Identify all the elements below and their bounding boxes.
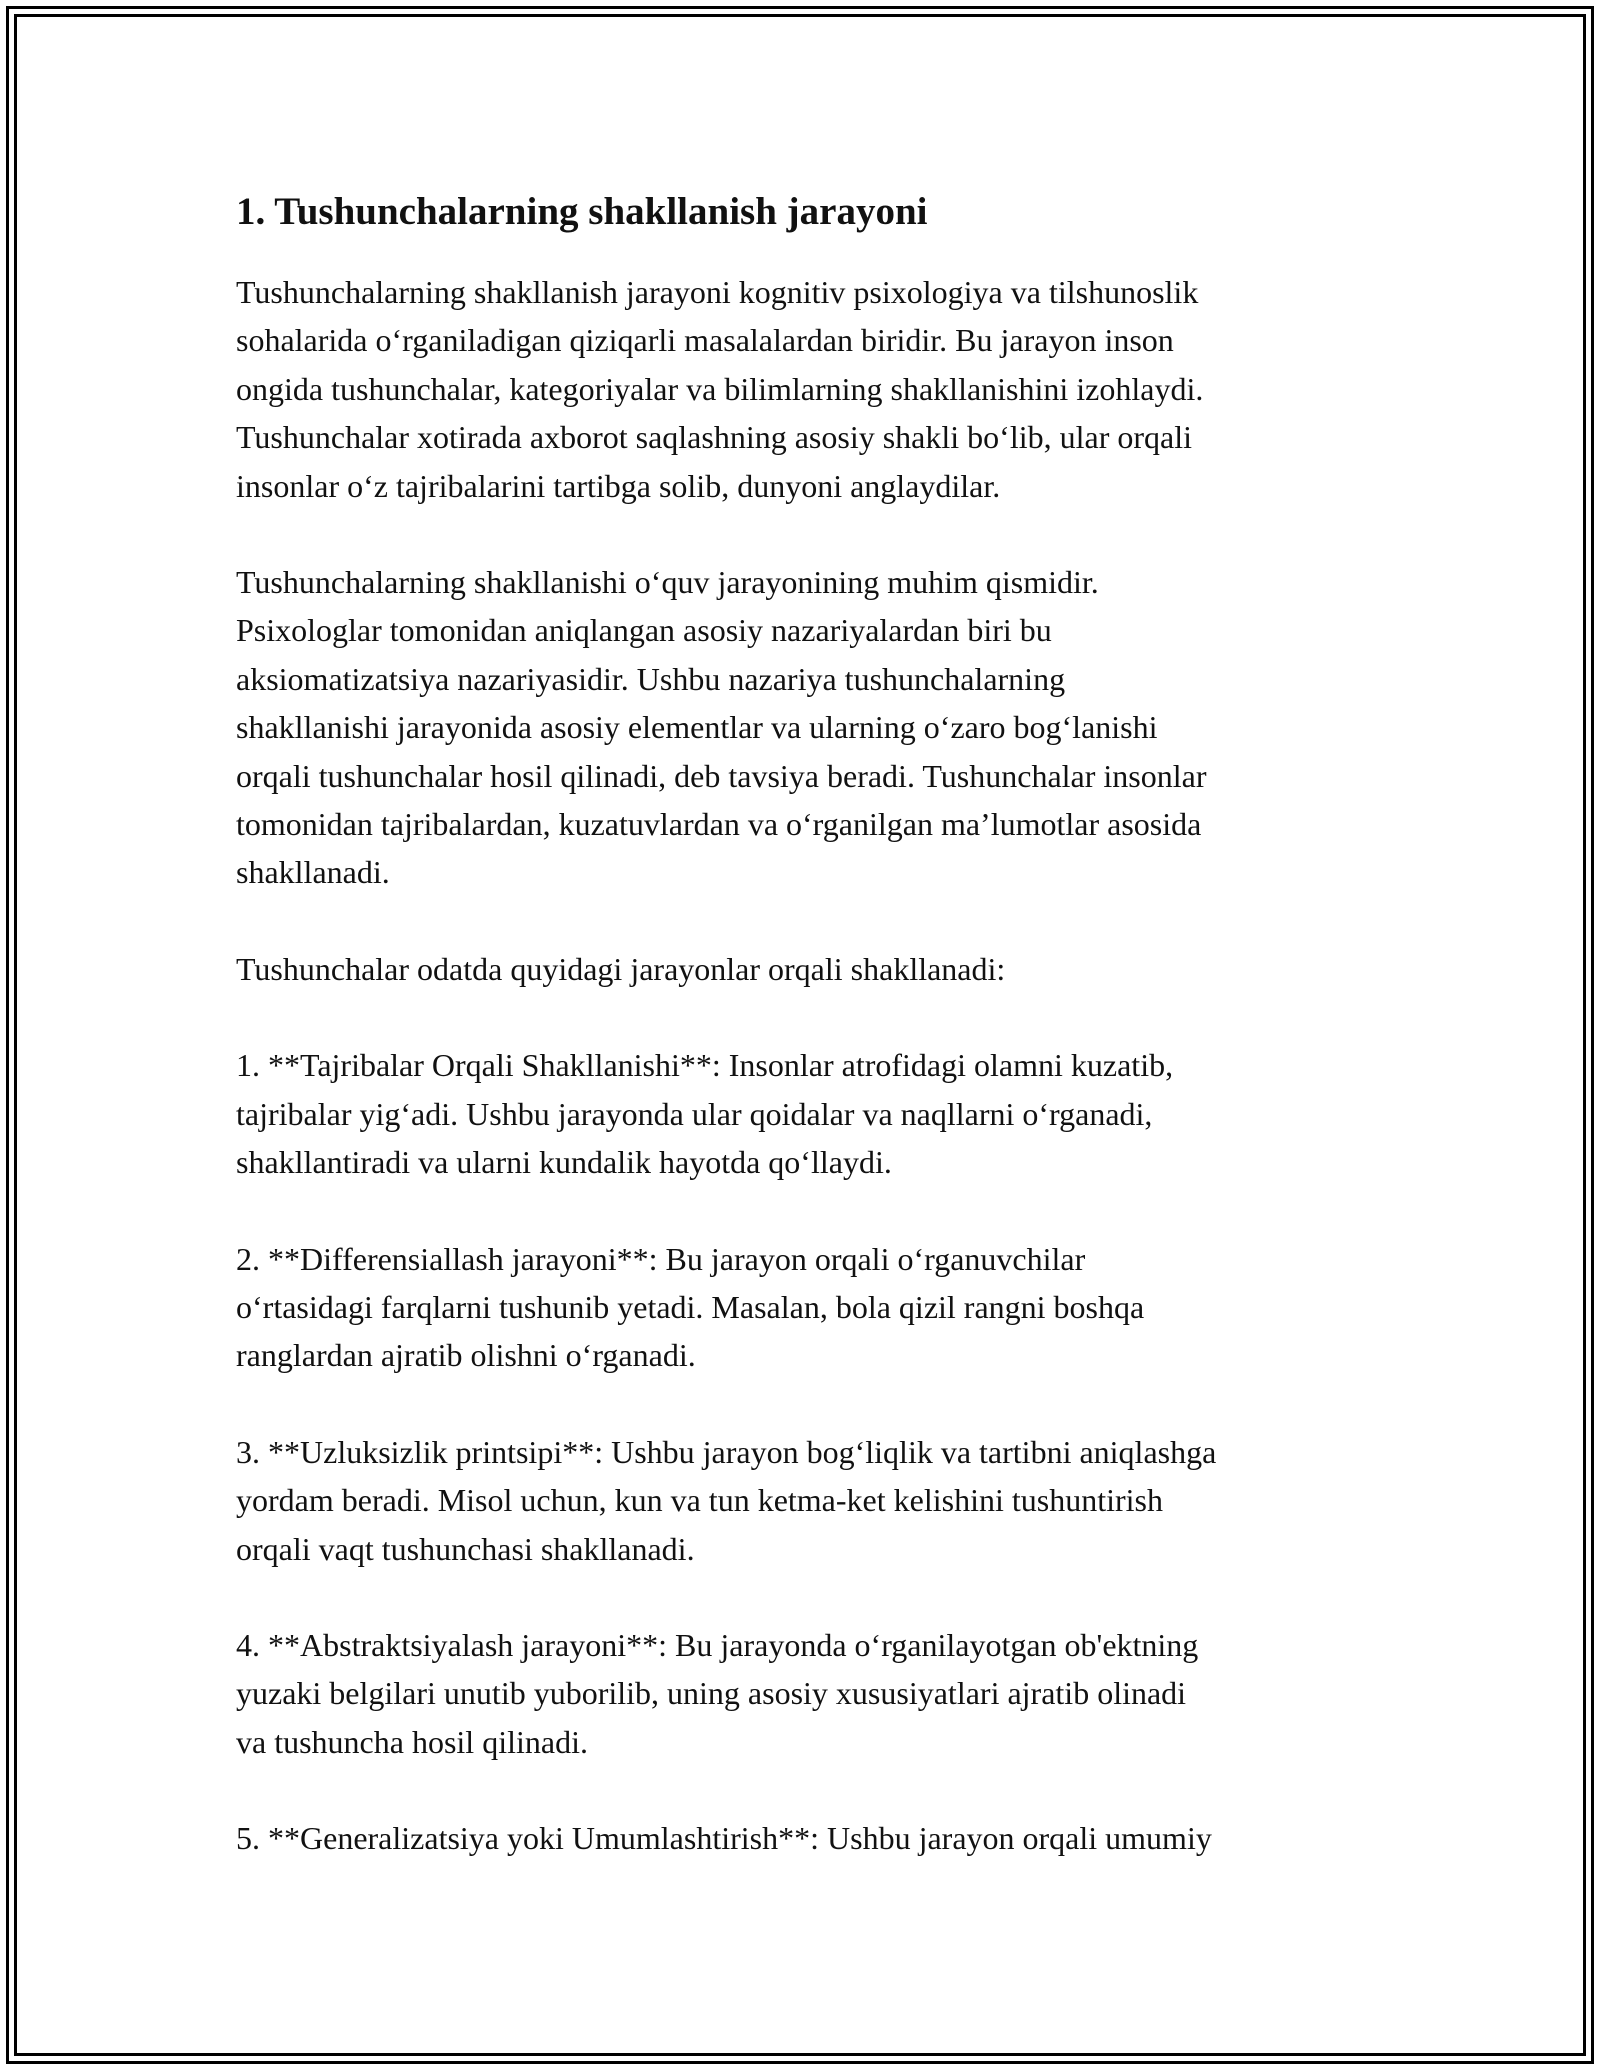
document-body (236, 186, 1376, 1911)
list-item-4: 4. **Abstraktsiyalash jarayoni**: Bu jarayonda o‘rganilayotgan ob'ektning yuzaki belgilari unutib yuborilib, uning asosiy xususiyatlari ajratib olinadi va tushuncha hosil qilinadi. (236, 1626, 1199, 1760)
list-item-5: 5. **Generalizatsiya yoki Umumlashtirish**: Ushbu jarayon orqali umumiy (236, 1820, 1212, 1857)
paragraph-list-intro: Tushunchalar odatda quyidagi jarayonlar orqali shakllanadi: (236, 950, 1006, 987)
section-heading: 1. Tushunchalarning shakllanish jarayoni (236, 190, 928, 233)
list-item-1: 1. **Tajribalar Orqali Shakllanishi**: Insonlar atrofidagi olamni kuzatib, tajribalar yig‘adi. Ushbu jarayonda ular qoidalar va naqllarni o‘rganadi, shakllantiradi va ularni kundalik hayotda qo‘llaydi. (236, 1047, 1174, 1181)
list-item-2: 2. **Differensiallash jarayoni**: Bu jarayon orqali o‘rganuvchilar o‘rtasidagi farqlarni tushunib yetadi. Masalan, bola qizil rangni boshqa ranglardan ajratib olishni o‘rganadi. (236, 1240, 1145, 1374)
paragraph-intro: Tushunchalarning shakllanish jarayoni kognitiv psixologiya va tilshunoslik sohalarida o‘rganiladigan qiziqarli masalalardan biridir. Bu jarayon inson ongida tushunchalar, kategoriyalar va bilimlarning shakllanishini izohlaydi. Tushunchalar xotirada axborot saqlashning asosiy shakli bo‘lib, ular orqali insonlar o‘z tajribalarini tartibga solib, dunyoni anglaydilar. (236, 274, 1204, 504)
list-item-3: 3. **Uzluksizlik printsipi**: Ushbu jarayon bog‘liqlik va tartibni aniqlashga yordam beradi. Misol uchun, kun va tun ketma-ket kelishini tushuntirish orqali vaqt tushunchasi shakllanadi. (236, 1433, 1217, 1567)
paragraph-theory: Tushunchalarning shakllanishi o‘quv jarayonining muhim qismidir. Psixologlar tomonidan aniqlangan asosiy nazariyalardan biri bu aksiomatizatsiya nazariyasidir. Ushbu nazariya tushunchalarning shakllanishi jarayonida asosiy elementlar va ularning o‘zaro bog‘lanishi orqali tushunchalar hosil qilinadi, deb tavsiya beradi. Tushunchalar insonlar tomonidan tajribalardan, kuzatuvlardan va o‘rganilgan ma’lumotlar asosida shakllanadi. (236, 564, 1207, 891)
